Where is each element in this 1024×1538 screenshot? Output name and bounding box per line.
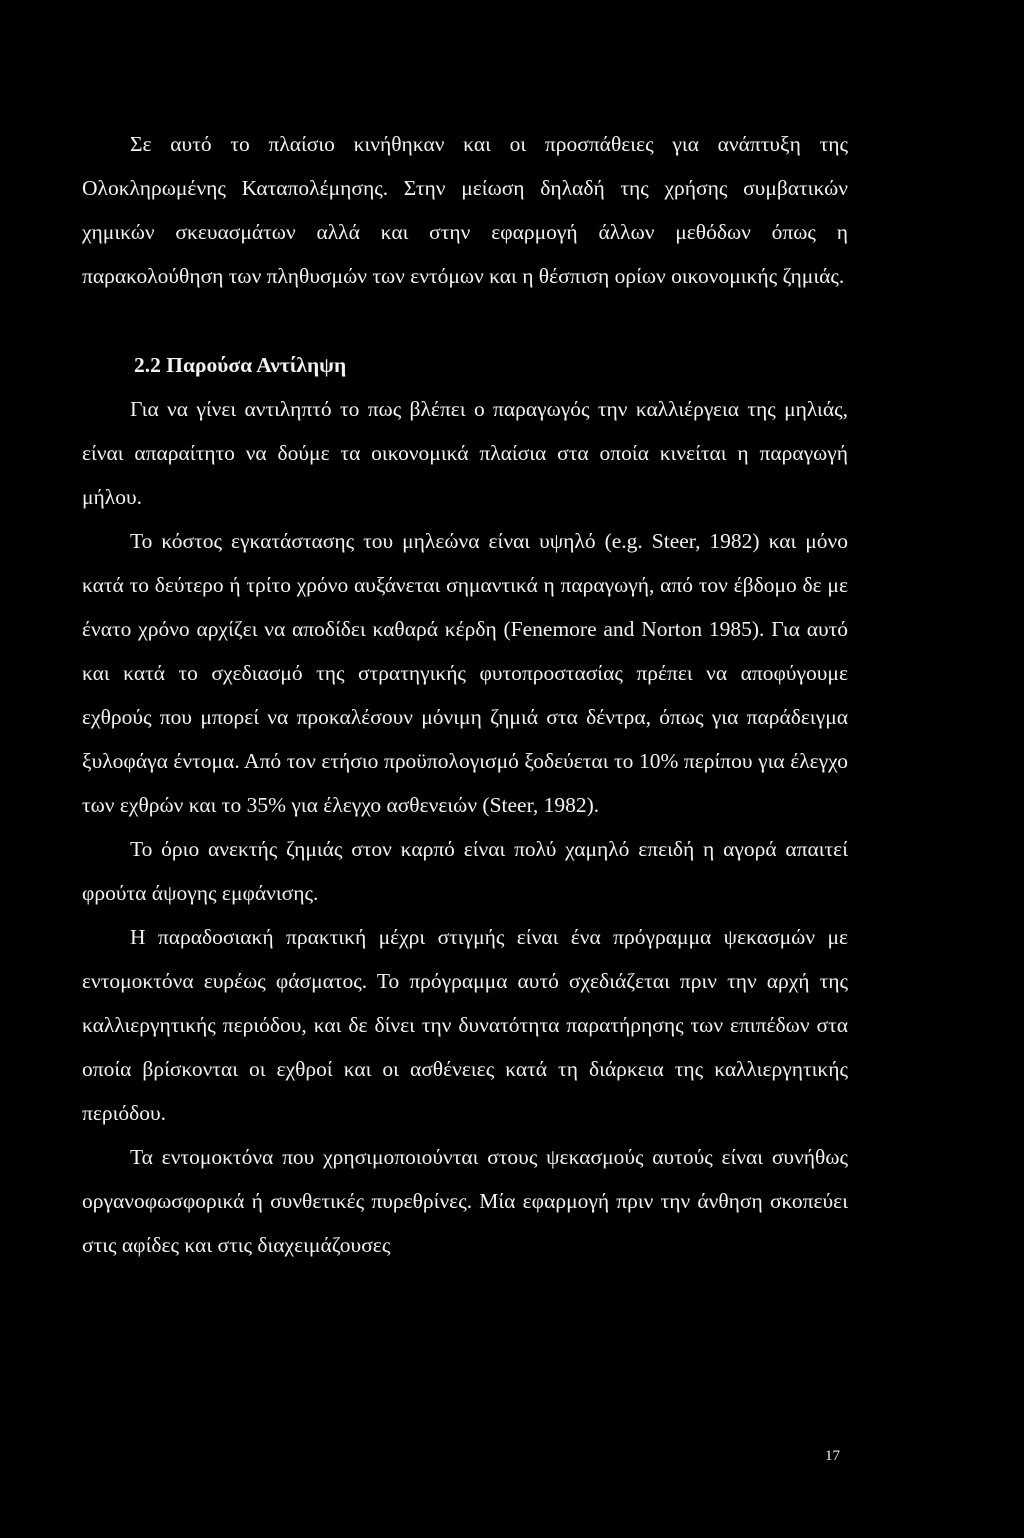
paragraph-body-5: Τα εντομοκτόνα που χρησιμοποιούνται στους ψεκασμούς αυτούς είναι συνήθως οργανοφωσφορικά ή συνθετικές πυρεθρίνες. Μία εφαρμογή πριν την άνθηση σκοπεύει στις αφίδες και στις διαχειμάζουσες <box>82 1145 848 1257</box>
paragraph-body-2: Το κόστος εγκατάστασης του μηλεώνα είναι υψηλό (e.g. Steer, 1982) και μόνο κατά το δεύτερο ή τρίτο χρόνο αυξάνεται σημαντικά η παραγωγή, από τον έβδομο δε με ένατο χρόνο αρχίζει να αποδίδει καθαρά κέρδη (Fenemore and Norton 1985). Για αυτό και κατά το σχεδιασμό της στρατηγικής φυτοπροστασίας πρέπει να αποφύγουμε εχθρούς που μπορεί να προκαλέσουν μόνιμη ζημιά στα δέντρα, όπως για παράδειγμα ξυλοφάγα έντομα. Από τον ετήσιο προϋπολογισμό ξοδεύεται το 10% περίπου για έλεγχο των εχθρών και το 35% για έλεγχο ασθενειών (Steer, 1982). <box>82 529 848 817</box>
paragraph-body-4: Η παραδοσιακή πρακτική μέχρι στιγμής είναι ένα πρόγραμμα ψεκασμών με εντομοκτόνα ευρέως φάσματος. Το πρόγραμμα αυτό σχεδιάζεται πριν την αρχή της καλλιεργητικής περιόδου, και δε δίνει την δυνατότητα παρατήρησης των επιπέδων στα οποία βρίσκονται οι εχθροί και οι ασθένειες κατά τη διάρκεια της καλλιεργητικής περιόδου. <box>82 925 848 1125</box>
paragraph-intro: Σε αυτό το πλαίσιο κινήθηκαν και οι προσπάθειες για ανάπτυξη της Ολοκληρωμένης Καταπολέμησης. Στην μείωση δηλαδή της χρήσης συμβατικών χημικών σκευασμάτων αλλά και στην εφαρμογή άλλων μεθόδων όπως η παρακολούθηση των πληθυσμών των εντόμων και η θέσπιση ορίων οικονομικής ζημιάς. <box>82 132 848 288</box>
paragraph-body-3: Το όριο ανεκτής ζημιάς στον καρπό είναι πολύ χαμηλό επειδή η αγορά απαιτεί φρούτα άψογης εμφάνισης. <box>82 837 848 905</box>
section-heading: 2.2 Παρούσα Αντίληψη <box>134 353 347 377</box>
page-content <box>82 122 848 1267</box>
paragraph-body-1: Για να γίνει αντιληπτό το πως βλέπει ο παραγωγός την καλλιέργεια της μηλιάς, είναι απαραίτητο να δούμε τα οικονομικά πλαίσια στα οποία κινείται η παραγωγή μήλου. <box>82 397 848 509</box>
page-number: 17 <box>825 1448 840 1464</box>
